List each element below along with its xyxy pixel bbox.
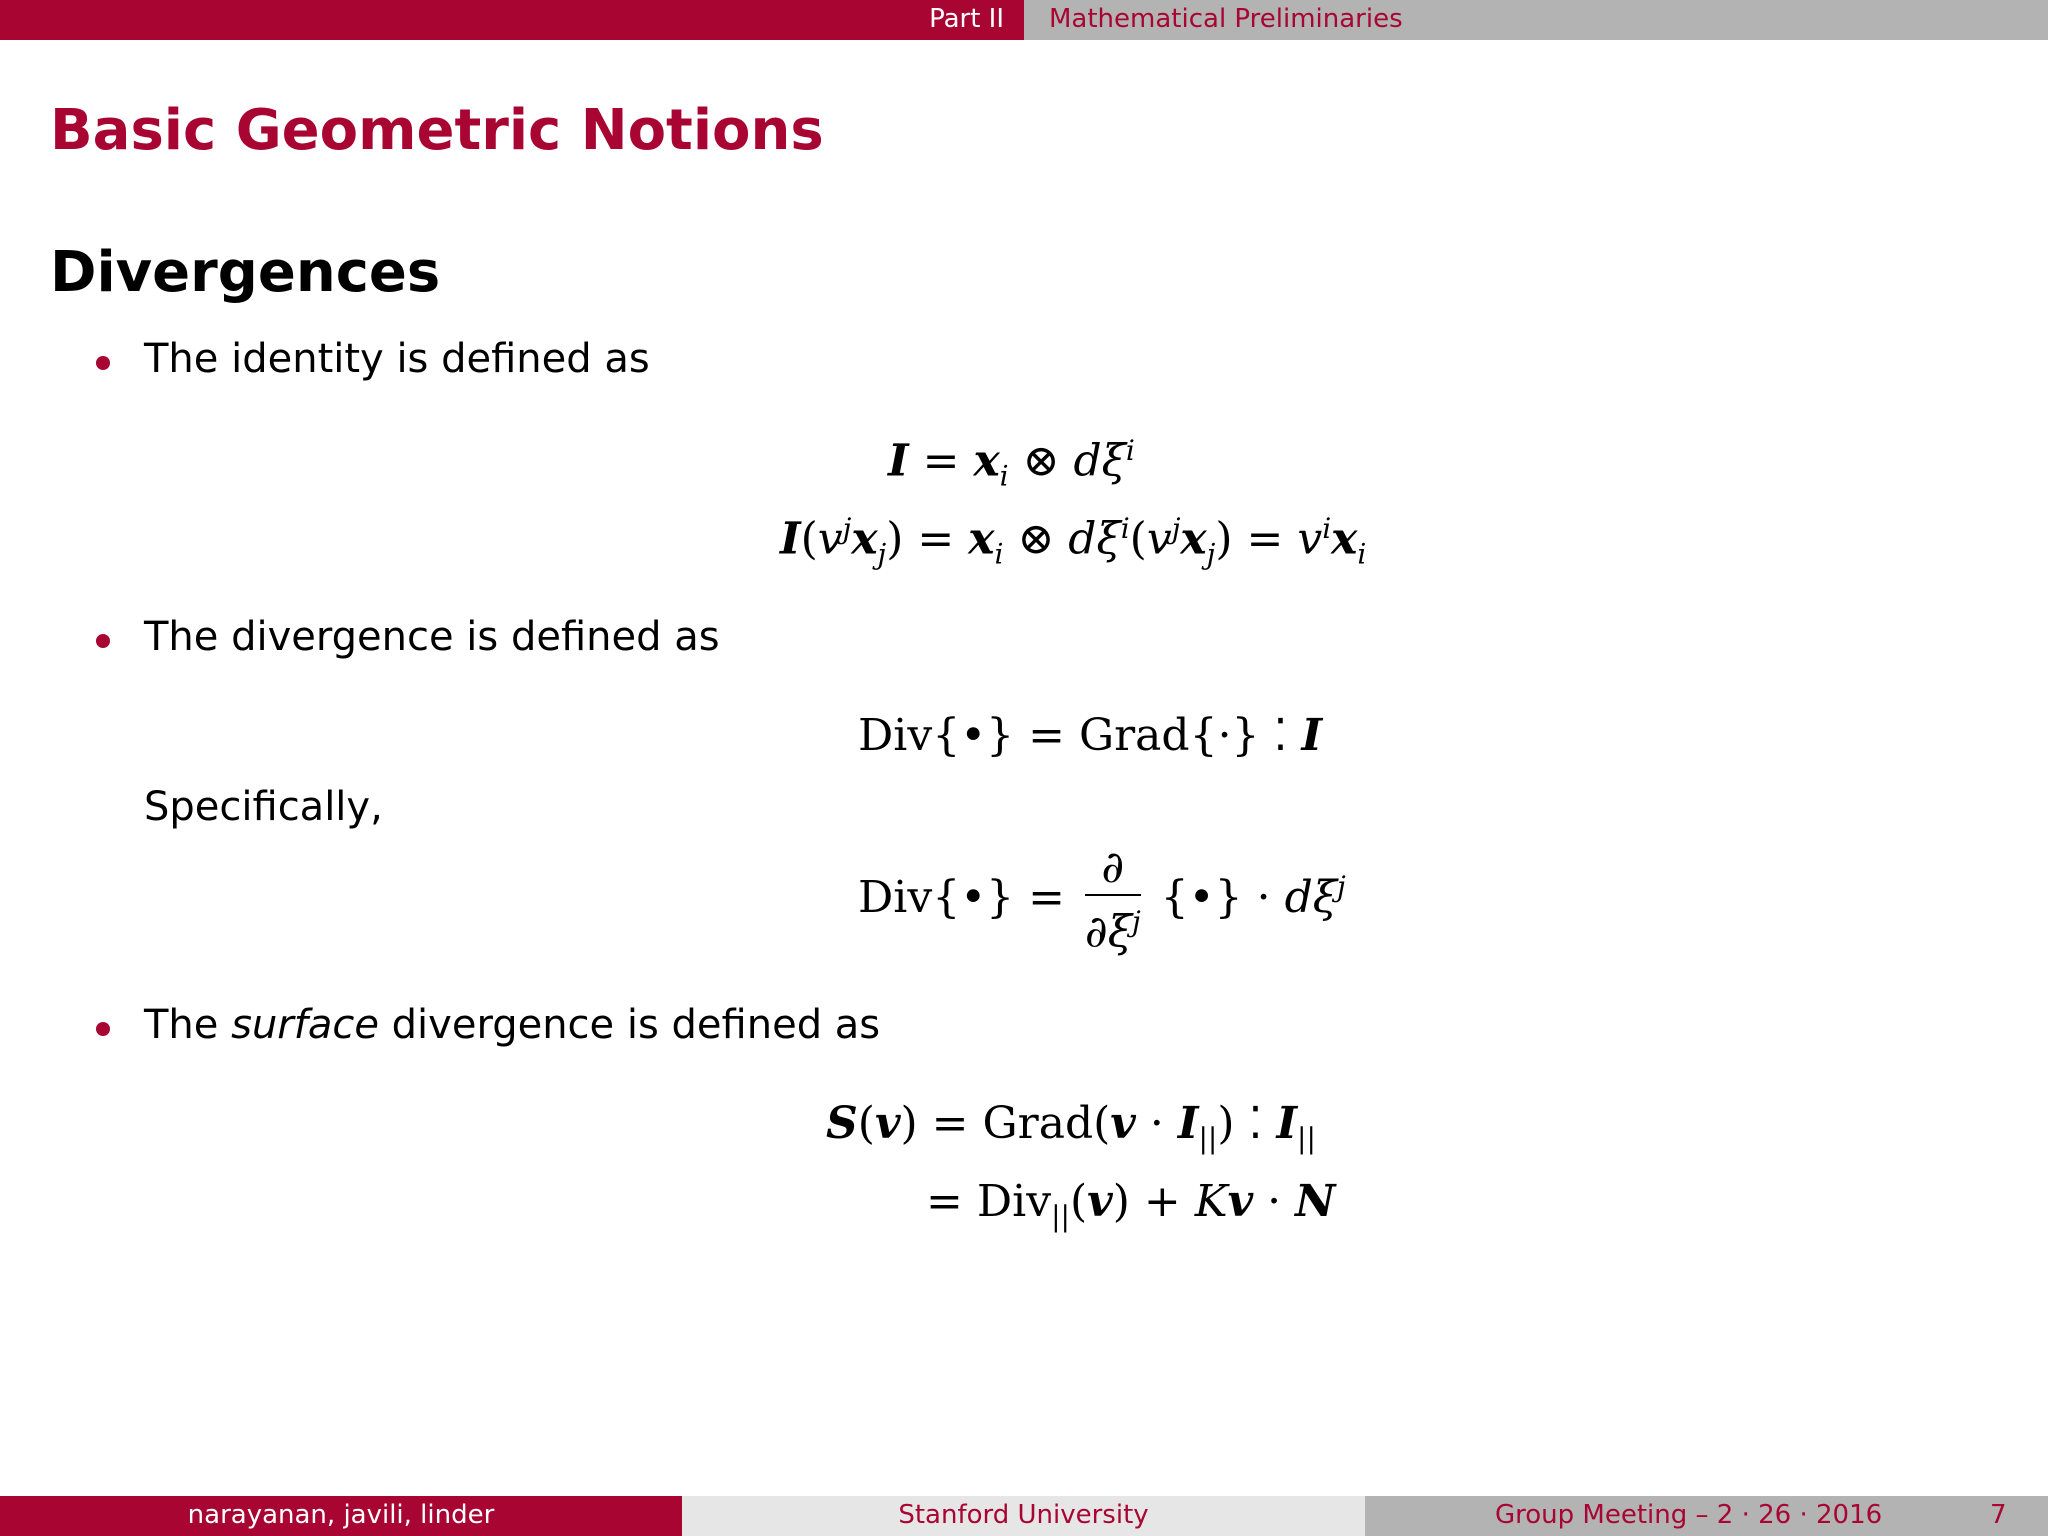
bullet-dot xyxy=(96,356,110,370)
specifically-text: Specifically, xyxy=(144,784,383,830)
footer-bar xyxy=(0,1496,2048,1536)
bullet-emphasis: surface xyxy=(231,1002,379,1048)
header-left-panel xyxy=(0,0,1024,40)
equation-identity-2: $I(v^jx_j) = x_i$ ⊗ $d\xi^i(v^jx_j) = v^ix_i$ xyxy=(780,512,1367,571)
footer-date: Group Meeting – 2 · 26 · 2016 xyxy=(1495,1500,1883,1530)
equation-divergence-1: Div{•} = Grad{·} ⁚ I xyxy=(858,710,1323,761)
bullet-dot xyxy=(96,1022,110,1036)
part-label[interactable]: Part II xyxy=(929,4,1004,34)
bullet-dot xyxy=(96,634,110,648)
equation-identity-1: $I = x_i$ ⊗ $d\xi^i$ xyxy=(888,434,1135,493)
equation-divergence-2: Div{•} = $\frac{\partial}{\partial\xi^j}$ {•} · $d\xi^j$ xyxy=(858,842,1346,958)
bullet-text: The identity is defined as xyxy=(144,336,650,382)
equation-surface-1: S(v) = Grad(v · $I_{||}$) ⁚ $I_{||}$ xyxy=(826,1098,1316,1155)
bullet-text xyxy=(144,1002,880,1048)
bullet-text: The divergence is defined as xyxy=(144,614,720,660)
bullet-text-after: divergence is defined as xyxy=(378,1002,881,1048)
block-title: Divergences xyxy=(50,240,441,305)
footer-page-number: 7 xyxy=(1990,1500,2007,1530)
footer-authors: narayanan, javili, linder xyxy=(187,1500,495,1530)
header-bar xyxy=(0,0,2048,40)
footer-institution: Stanford University xyxy=(898,1500,1149,1530)
bullet-text-before: The xyxy=(144,1002,232,1048)
frame-title: Basic Geometric Notions xyxy=(50,98,824,163)
equation-surface-2: = Div$_{||}$(v) + Kv · N xyxy=(926,1176,1336,1233)
section-label[interactable]: Mathematical Preliminaries xyxy=(1049,4,1403,34)
